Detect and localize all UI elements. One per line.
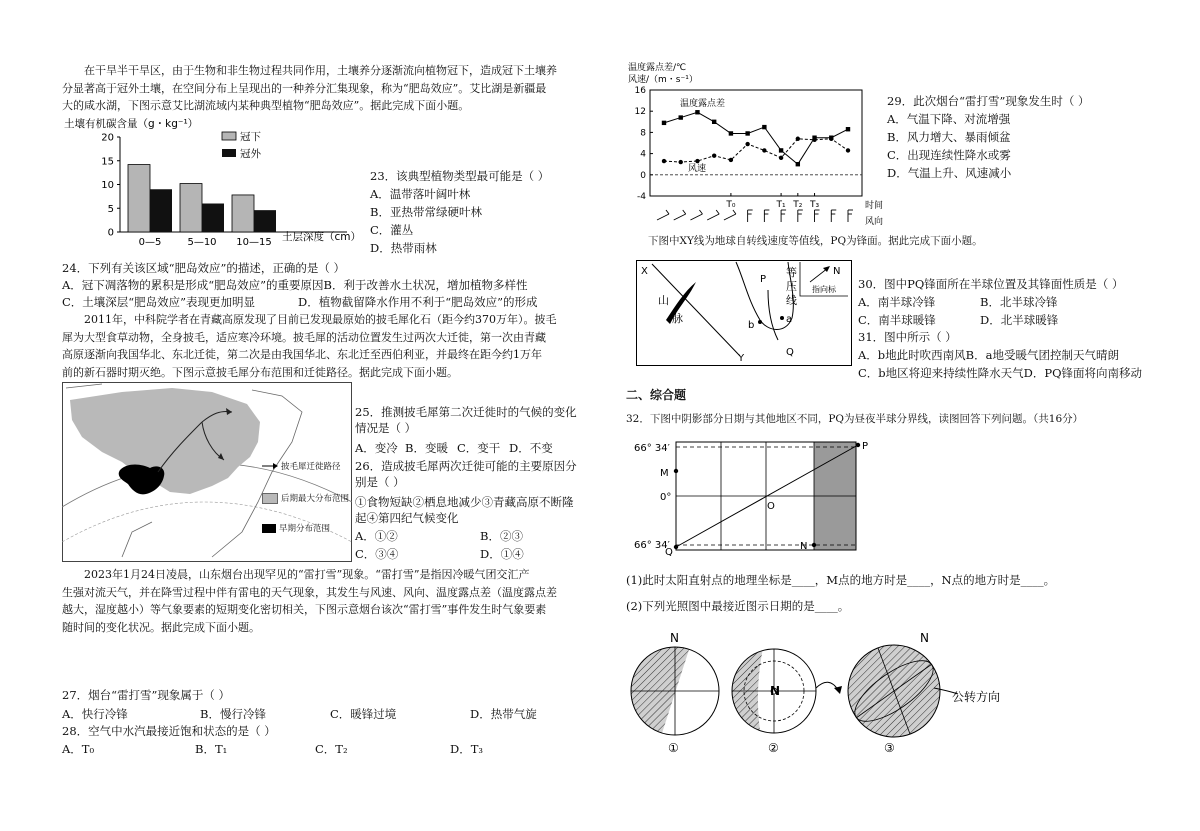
bar-y-tick-label: 0 [107,227,114,239]
wind-barb [724,214,736,220]
wind-speed-point [729,158,733,162]
legend-swatch-under [222,132,236,140]
front-isobar-map [636,260,852,366]
q27-option-d[interactable]: D．热带气旋 [470,707,537,721]
q30-option-a[interactable]: A．南半球冷锋 [858,295,936,309]
weather-ylabel-2: 风速/（m・s⁻¹） [628,75,698,85]
q28-option-a[interactable]: A．T₀ [62,742,95,756]
illumination-globes [626,628,1026,756]
label-isobar-2: 压 [786,280,797,293]
q27-option-b[interactable]: B．慢行冷锋 [200,707,266,721]
globe-2-north: N [770,684,781,698]
label-north: N [833,266,841,277]
dewpoint-line [664,112,848,164]
label-isobar-3: 线 [786,294,797,307]
label-mountain-1: 山 [658,294,669,307]
weather-y-tick-label: 4 [640,149,646,160]
weather-x-tick-label: T₀ [726,200,736,210]
bar-under-canopy [232,195,254,232]
weather-y-tick-label: 16 [634,86,646,96]
weather-elements-chart [624,58,886,230]
wind-barb [657,214,669,220]
bar-outside-canopy [150,189,172,232]
q31-options-ab[interactable]: A．b地此时吹西南风B．a地受暖气团控制天气晴朗 [858,348,1119,362]
point-p [856,443,860,447]
q25-option-b[interactable]: B．变暖 [405,441,448,455]
q31-options-cd[interactable]: C．b地区将迎来持续性降水天气D．PQ锋面将向南移动 [858,366,1143,380]
series-label-dewpoint: 温度露点差 [680,99,726,109]
day-night-grid [632,438,880,556]
weather-y-tick-label: 8 [640,128,646,139]
label-o: O [767,501,775,512]
label-isobar-1: 等 [786,266,797,279]
revolution-arrow [816,682,838,690]
q25-option-c[interactable]: C．变干 [457,441,501,455]
q30-option-d[interactable]: D．北半球暖锋 [980,313,1059,327]
wind-speed-point [812,138,816,142]
q29-option-c[interactable]: C．出现连续性降水或雾 [887,148,1011,162]
q30-option-c[interactable]: C．南半球暖锋 [858,313,936,327]
bar-outside-canopy [254,210,276,232]
point-n [812,543,816,547]
legend-early-range: 早期分布范围 [279,524,331,534]
bar-y-tick-label: 10 [101,180,114,191]
bar-chart-ylabel: 土壤有机碳含量（g・kg⁻¹） [64,118,199,130]
label-b: b [748,320,755,331]
bar-chart-xlabel: 土层深度（cm） [282,231,362,243]
dewpoint-point [745,131,749,135]
bar-y-tick-label: 5 [107,203,114,215]
revolution-direction-label: 公转方向 [952,690,1001,704]
bar-chart-y-ticks [101,133,120,239]
legend-migration-path: 披毛犀迁徙路径 [281,462,341,472]
weather-y-tick-label: -4 [637,192,646,202]
wind-barb-feather [733,210,736,214]
dewpoint-point [846,127,850,131]
q32-stem: 32．下图中阴影部分日期与其他地区不同，PQ为昼夜半球分界线，读图回答下列问题。（共16分） [626,413,1084,425]
q25-option-a[interactable]: A．变冷 [355,441,398,455]
label-lat-zero: 0° [660,492,672,503]
q27-option-c[interactable]: C．暖锋过境 [330,707,397,721]
label-m: M [660,468,669,479]
q27-stem: 27．烟台“雷打雪”现象属于（ ） [62,688,231,702]
soil-carbon-bar-chart [62,112,372,247]
wind-speed-point [745,142,749,146]
wind-barb-feather [666,210,669,214]
q24-stem: 24．下列有关该区域“肥岛效应”的描述，正确的是（ ） [62,261,346,275]
q25-stem: 25．推测披毛犀第二次迁徙时的气候的变化 情况是（ ） [355,405,577,435]
bar-chart-legend [222,131,261,160]
legend-swatch-outside [222,149,236,157]
intro-27: 2023年1月24日凌晨，山东烟台出现罕见的“雷打雪”现象。“雷打雪”是指因冷暖气团交汇产 生强对流天气，并在降雪过程中伴有雷电的天气现象，其发生与风速、风向、温度露点差（温度露点差 越大，湿度越小）等气象要素的短期变化密切相关，下图示意烟台该次“雷打雪”事件发生时气象要素 随时间的变化状况。据此完成下面小题。 [62,568,557,634]
dewpoint-point [762,125,766,129]
wind-barbs [657,210,853,222]
q26-option-b[interactable]: B．②③ [480,529,523,543]
wind-barb-feather [716,210,719,214]
globe-1-label: ① [668,741,679,755]
q30-stem: 30．图中PQ锋面所在半球位置及其锋面性质是（ ） [858,277,1124,291]
wind-speed-point [762,148,766,152]
bar-category-label: 10—15 [236,237,272,247]
q23-option-d[interactable]: D．热带雨林 [370,241,437,255]
weather-ylabel-1: 温度露点差/℃ [628,63,687,73]
weather-xlabel: 时间 [865,201,884,211]
bar-y-tick-label: 15 [101,156,114,168]
bar-category-label: 5—10 [187,237,217,247]
label-mountain-2: 脉 [672,312,683,325]
label-lat-top: 66° 34′ [634,443,670,454]
label-lat-bottom: 66° 34′ [634,540,670,551]
dewpoint-point [796,162,800,166]
dewpoint-point [679,115,683,119]
label-compass: 指向标 [812,285,836,294]
dewpoint-point [729,131,733,135]
q26-option-d[interactable]: D．①④ [480,547,524,561]
globe-3[interactable] [846,631,942,755]
wind-speed-point [829,137,833,141]
q26-option-a[interactable]: A．①② [355,529,398,543]
q30-option-b[interactable]: B．北半球冷锋 [980,295,1058,309]
label-x: X [641,266,648,277]
dewpoint-point [779,148,783,152]
wind-speed-point [695,159,699,163]
q27-option-a[interactable]: A．快行冷锋 [62,707,128,721]
q28-option-c[interactable]: C．T₂ [315,742,348,756]
q24-option-c[interactable]: C．土壤深层“肥岛效应”表现更加明显 [62,295,256,309]
dewpoint-point [712,120,716,124]
label-p-point: P [862,441,869,452]
wind-barb [674,214,686,220]
q29-option-a[interactable]: A．气温下降、对流增强 [887,112,1011,126]
point-q [674,545,678,549]
wind-speed-point [712,154,716,158]
legend-label-outside: 冠外 [240,148,261,160]
wind-barb-feather [699,210,702,214]
bar-category-label: 0—5 [138,237,162,247]
intro-23: 在干旱半干旱区，由于生物和非生物过程共同作用，土壤养分逐渐流向植物冠下，造成冠下土壤养 分显著高于冠外土壤，在空间分布上呈现出的一种养分汇集现象，称为“肥岛效应”。艾比湖是新疆最 大的咸水湖，下图示意艾比湖流域内某种典型植物“肥岛效应”。据此完成下面小题。 [62,64,557,112]
wind-speed-point [779,156,783,160]
globe-2[interactable] [726,628,816,756]
wind-barb-feather [683,210,686,214]
wind-speed-point [662,159,666,163]
legend-path-arrow [262,463,278,469]
q23-option-a[interactable]: A．温带落叶阔叶林 [370,187,471,201]
q24-option-d[interactable]: D．植物截留降水作用不利于“肥岛效应”的形成 [298,295,538,309]
point-a [780,316,784,320]
bar-under-canopy [180,184,202,232]
bar-chart-categories [139,237,272,247]
q28-stem: 28．空气中水汽最接近饱和状态的是（ ） [62,724,276,738]
globe-1[interactable] [626,628,719,756]
wind-speed-point [796,137,800,141]
q23-stem: 23．该典型植物类型最可能是（ ） [370,169,550,183]
q28-option-b[interactable]: B．T₁ [195,742,228,756]
q26-option-c[interactable]: C．③④ [355,547,399,561]
legend-label-under: 冠下 [240,131,261,143]
wind-speed-point [679,160,683,164]
bar-chart-bars [128,165,276,232]
q26-stem: 26．造成披毛犀两次迁徙可能的主要原因分 别是（ ） ①食物短缺②栖息地减少③青藏高原不断隆 起④第四纪气候变化 [355,459,577,525]
wind-speed-point [846,148,850,152]
label-q-point: Q [665,547,673,556]
point-m [674,469,678,473]
q23-option-c[interactable]: C．灌丛 [370,223,414,237]
legend-swatch-late [262,493,278,504]
weather-y-tick-label: 0 [640,170,646,181]
revolution-arrowhead [834,686,842,694]
wind-speed-series [662,137,850,165]
globe-3-label: ③ [884,741,895,755]
globe-3-north: N [920,631,929,645]
q32-sub1: (1)此时太阳直射点的地理坐标是____，M点的地方时是____，N点的地方时是____。 [626,573,1056,587]
label-n-point: N [800,541,808,552]
legend-late-range: 后期最大分布范围 [281,494,350,504]
point-b [758,320,762,324]
dewpoint-point [662,121,666,125]
bar-under-canopy [128,165,150,232]
weather-x-tick-label: T₁ [776,200,786,210]
q29-option-d[interactable]: D．气温上升、风速减小 [887,166,1012,180]
label-p: P [760,274,767,285]
label-q: Q [786,347,794,358]
q23-option-b[interactable]: B．亚热带常绿硬叶林 [370,205,482,219]
label-y: Y [738,353,745,364]
globe-2-label: ② [768,741,779,755]
intro-30: 下图中XY线为地球自转线速度等值线，PQ为锋面。据此完成下面小题。 [648,235,983,247]
weather-x-tick-label: T₂ [793,200,803,210]
dewpoint-point [695,110,699,114]
intro-25: 2011年，中科院学者在青藏高原发现了目前已发现最原始的披毛犀化石（距今约370万年）。披毛 犀为大型食草动物，全身披毛，适应寒冷环境。披毛犀的活动位置发生过两次大迁徙，第一次由青藏 高原逐渐向我国华北、东北迁徙，第二次是由我国华北、东北迁至西伯利亚，并最终在距今约1万年 前的新石器时期灭绝。下图示意披毛犀分布范围和迁徙路径。据此完成下面小题。 [62,313,557,379]
wind-barb [690,214,702,220]
q31-stem: 31．图中所示（ ） [858,330,957,344]
globe-1-north: N [670,631,679,645]
q24-options-ab[interactable]: A．冠下凋落物的累积是形成“肥岛效应”的重要原因B．利于改善水土状况，增加植物多样性 [62,278,528,292]
q25-option-d[interactable]: D．不变 [509,441,553,455]
bar-y-tick-label: 20 [101,132,114,144]
bar-outside-canopy [202,204,224,233]
q29-option-b[interactable]: B．风力增大、暴雨倾盆 [887,130,1011,144]
section-title-comprehensive: 二、综合题 [626,388,687,402]
label-a: a [786,314,793,325]
temperature-dewpoint-series [662,110,850,166]
q32-sub2: (2)下列光照图中最接近图示日期的是____。 [626,599,850,613]
q28-option-d[interactable]: D．T₃ [450,742,484,756]
weather-x-tick-label: T₃ [809,200,820,210]
legend-swatch-early [262,524,276,533]
series-label-wind: 风速 [688,164,707,174]
wind-speed-line [664,139,848,162]
wind-direction-label: 风向 [865,217,884,227]
q29-stem: 29．此次烟台“雷打雪”现象发生时（ ） [887,94,1090,108]
wind-barb [707,214,719,220]
weather-y-tick-label: 12 [634,107,646,118]
